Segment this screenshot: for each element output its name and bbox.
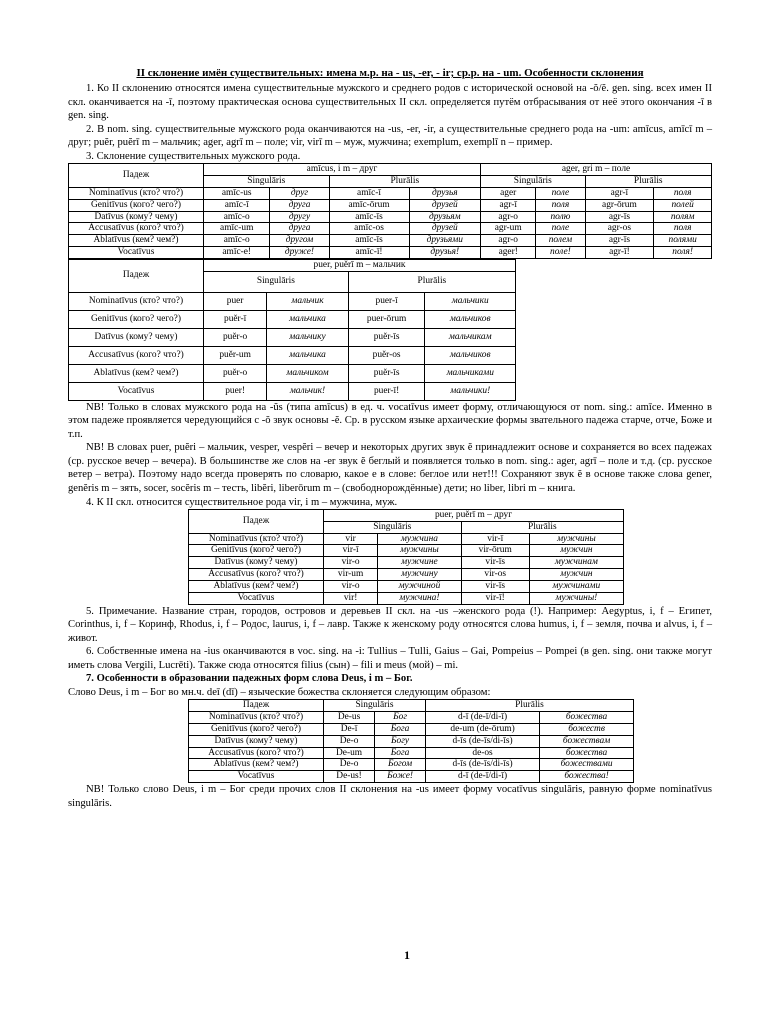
header-singular: Singulāris bbox=[324, 521, 462, 533]
form-cell: De-us! bbox=[324, 771, 375, 783]
translation-cell: поля! bbox=[654, 247, 712, 259]
table-row bbox=[189, 569, 624, 581]
case-name-cell: Nominatīvus (кто? что?) bbox=[189, 712, 324, 724]
form-cell: puer-ōrum bbox=[348, 310, 425, 328]
translation-cell: божествами bbox=[540, 759, 634, 771]
translation-cell: Богу bbox=[375, 735, 426, 747]
translation-cell: Боже! bbox=[375, 771, 426, 783]
table-deus bbox=[188, 699, 634, 783]
case-name-cell: Nominatīvus (кто? что?) bbox=[69, 187, 204, 199]
translation-cell: полям bbox=[654, 211, 712, 223]
paragraph-1: 1. Ко II склонению относятся имена существительные мужского и среднего родов с исторической основой на -ŏ/ĕ. gen. sing. всех имен II скл. оканчивается на -ī, поэтому практическая основа существительных II скл. определяется путём отбрасывания от неё этого окончания -ī в gen. sing. bbox=[68, 83, 712, 122]
page-title: II склонение имён существительных: имена м.р. на - us, -er, - ir; ср.р. на - um. Особенности склонения bbox=[136, 67, 644, 79]
translation-cell: мальчика bbox=[267, 346, 349, 364]
page-number: 1 bbox=[404, 948, 410, 962]
form-cell: d-ī (de-ī/di-ī) bbox=[425, 712, 539, 724]
form-cell: agr-īs bbox=[585, 211, 654, 223]
form-cell: De-us bbox=[324, 712, 375, 724]
form-cell: puĕr-os bbox=[348, 346, 425, 364]
translation-cell: друга bbox=[270, 223, 329, 235]
form-cell: vir-ī bbox=[324, 545, 378, 557]
form-cell: agr-ī! bbox=[585, 247, 654, 259]
table-row bbox=[189, 580, 624, 592]
translation-cell: полю bbox=[536, 211, 585, 223]
form-cell: vir-ī! bbox=[461, 592, 529, 604]
translation-cell: друзья! bbox=[409, 247, 481, 259]
form-cell: agr-o bbox=[481, 235, 536, 247]
header-singular: Singulāris bbox=[481, 176, 585, 188]
table-vir bbox=[188, 509, 624, 605]
header-plural: Plurālis bbox=[348, 271, 515, 292]
paragraph-2: 2. В nom. sing. существительные мужского рода оканчиваются на -us, -er, -ir, а существительные среднего рода на -um: amīcus, amīcī m – друг; puĕr, puĕrī m – мальчик; ager, agrī m – поле; vir, virī m – муж, мужчина; exemplum, exemplī n – пример. bbox=[68, 123, 712, 149]
table-row bbox=[69, 199, 712, 211]
form-cell: vir-īs bbox=[461, 557, 529, 569]
case-name-cell: Datīvus (кому? чему) bbox=[189, 735, 324, 747]
form-cell: vir-o bbox=[324, 580, 378, 592]
case-name-cell: Genitīvus (кого? чего?) bbox=[189, 724, 324, 736]
header-singular: Singulāris bbox=[204, 176, 330, 188]
translation-cell: поле! bbox=[536, 247, 585, 259]
translation-cell: мужчине bbox=[378, 557, 461, 569]
translation-cell: друзей bbox=[409, 199, 481, 211]
translation-cell: друзей bbox=[409, 223, 481, 235]
case-name-cell: Accusatīvus (кого? что?) bbox=[189, 747, 324, 759]
translation-cell: мужчина! bbox=[378, 592, 461, 604]
case-name-cell: Accusatīvus (кого? что?) bbox=[69, 346, 204, 364]
table-row bbox=[189, 771, 634, 783]
translation-cell: друзьям bbox=[409, 211, 481, 223]
form-cell: amīc-um bbox=[204, 223, 270, 235]
header-plural: Plurālis bbox=[461, 521, 623, 533]
form-cell: vir-īs bbox=[461, 580, 529, 592]
paragraph-5: 5. Примечание. Название стран, городов, островов и деревьев II скл. на -us –женского рода (!). Например: Aegyptus, i, f – Египет, Corinthus, i, f – Коринф, Rhodus, i, f – Родос, laurus, i, f – лавр. Также к женскому роду относятся слова humus, i, f – земля, почва и alvus, i, f – живот. bbox=[68, 605, 712, 644]
translation-cell: полями bbox=[654, 235, 712, 247]
table-row bbox=[69, 346, 516, 364]
case-name-cell: Ablatīvus (кем? чем?) bbox=[69, 235, 204, 247]
table-body bbox=[69, 187, 712, 258]
form-cell: puer-ī bbox=[348, 292, 425, 310]
form-cell: agr-ī bbox=[585, 187, 654, 199]
form-cell: agr-ī bbox=[481, 199, 536, 211]
form-cell: ager! bbox=[481, 247, 536, 259]
translation-cell: Бога bbox=[375, 724, 426, 736]
paragraph-3: 3. Склонение существительных мужского рода. bbox=[86, 150, 301, 162]
translation-cell: мальчиком bbox=[267, 364, 349, 382]
translation-cell: мальчикам bbox=[425, 328, 516, 346]
translation-cell: мальчики! bbox=[425, 382, 516, 400]
form-cell: vir-os bbox=[461, 569, 529, 581]
form-cell: de-os bbox=[425, 747, 539, 759]
form-cell: amīc-īs bbox=[329, 235, 409, 247]
translation-cell: мальчик bbox=[267, 292, 349, 310]
form-cell: puĕr-o bbox=[204, 364, 267, 382]
translation-cell: Богом bbox=[375, 759, 426, 771]
table-row bbox=[189, 592, 624, 604]
form-cell: d-ī (de-ī/di-ī) bbox=[425, 771, 539, 783]
header-singular: Singulāris bbox=[204, 271, 349, 292]
form-cell: d-īs (de-īs/di-īs) bbox=[425, 759, 539, 771]
header-case: Падеж bbox=[69, 259, 204, 292]
table-puer bbox=[68, 259, 516, 401]
translation-cell: мальчиков bbox=[425, 310, 516, 328]
header-word-ager: ager, gri m – поле bbox=[481, 164, 712, 176]
translation-cell: божества bbox=[540, 712, 634, 724]
translation-cell: мужчины bbox=[378, 545, 461, 557]
header-word-vir: puer, puĕrī m – друг bbox=[324, 510, 624, 522]
case-name-cell: Vocatīvus bbox=[189, 771, 324, 783]
translation-cell: божества! bbox=[540, 771, 634, 783]
table-row bbox=[69, 223, 712, 235]
form-cell: agr-um bbox=[481, 223, 536, 235]
form-cell: De-um bbox=[324, 747, 375, 759]
nota-bene-1: NB! Только в словах мужского рода на -ŭs (типа amīcus) в ед. ч. vocatīvus имеет форму, отличающуюся от nom. sing.: amīce. Именно в этом падеже проявляется чередующийся с -ŏ звук основы -ĕ. Ср. в русском языке архаические формы звательного падежа старче, отче, Боже и т.п. bbox=[68, 401, 712, 440]
form-cell: amīc-ōrum bbox=[329, 199, 409, 211]
form-cell: vir! bbox=[324, 592, 378, 604]
form-cell: agr-ōrum bbox=[585, 199, 654, 211]
translation-cell: мальчиков bbox=[425, 346, 516, 364]
paragraph-8: Слово Deus, i m – Бог во мн.ч. deī (dī) – языческие божества склоняется следующим образом: bbox=[68, 686, 491, 698]
header-word-amicus: amīcus, i m – друг bbox=[204, 164, 481, 176]
table-amicus-ager bbox=[68, 163, 712, 259]
form-cell: ager bbox=[481, 187, 536, 199]
form-cell: puĕr-īs bbox=[348, 328, 425, 346]
translation-cell: поле bbox=[536, 223, 585, 235]
translation-cell: мужчинами bbox=[529, 580, 623, 592]
form-cell: vir-ī bbox=[461, 533, 529, 545]
case-name-cell: Genitīvus (кого? чего?) bbox=[69, 199, 204, 211]
translation-cell: друг bbox=[270, 187, 329, 199]
case-name-cell: Vocatīvus bbox=[189, 592, 324, 604]
case-name-cell: Accusatīvus (кого? что?) bbox=[69, 223, 204, 235]
case-name-cell: Datīvus (кому? чему) bbox=[69, 328, 204, 346]
case-name-cell: Ablatīvus (кем? чем?) bbox=[69, 364, 204, 382]
translation-cell: мужчины bbox=[529, 533, 623, 545]
form-cell: amīc-ī! bbox=[329, 247, 409, 259]
form-cell: amīc-os bbox=[329, 223, 409, 235]
form-cell: amīc-o bbox=[204, 235, 270, 247]
case-name-cell: Ablatīvus (кем? чем?) bbox=[189, 759, 324, 771]
paragraph-4: 4. К II скл. относится существительное рода vir, i m – мужчина, муж. bbox=[86, 496, 398, 508]
case-name-cell: Genitīvus (кого? чего?) bbox=[69, 310, 204, 328]
translation-cell: другу bbox=[270, 211, 329, 223]
form-cell: De-ī bbox=[324, 724, 375, 736]
case-name-cell: Nominatīvus (кто? что?) bbox=[189, 533, 324, 545]
paragraph-7: 7. Особенности в образовании падежных форм слова Deus, i m – Бог. bbox=[86, 673, 413, 685]
translation-cell: Бога bbox=[375, 747, 426, 759]
table-body bbox=[69, 292, 516, 400]
case-name-cell: Genitīvus (кого? чего?) bbox=[189, 545, 324, 557]
form-cell: puĕr-ī bbox=[204, 310, 267, 328]
form-cell: amīc-o bbox=[204, 211, 270, 223]
paragraph-6: 6. Собственные имена на -ius оканчиваются в voc. sing. на -i: Tullius – Tulli, Gaius – Gai, Pompeius – Pompei (в gen. sing. они также могут иметь слова Vergili, Lucrēti). Также сюда относятся filius (сын) – fili и meus (мой) – mi. bbox=[68, 646, 712, 671]
table-row bbox=[69, 364, 516, 382]
table-row bbox=[69, 328, 516, 346]
form-cell: puer-ī! bbox=[348, 382, 425, 400]
form-cell: puĕr-o bbox=[204, 328, 267, 346]
form-cell: agr-o bbox=[481, 211, 536, 223]
translation-cell: мужчинам bbox=[529, 557, 623, 569]
table-row bbox=[189, 724, 634, 736]
form-cell: amīc-ī bbox=[204, 199, 270, 211]
table-body bbox=[189, 533, 624, 604]
translation-cell: поля bbox=[654, 187, 712, 199]
translation-cell: мальчики bbox=[425, 292, 516, 310]
translation-cell: мальчика bbox=[267, 310, 349, 328]
form-cell: de-um (de-ōrum) bbox=[425, 724, 539, 736]
case-name-cell: Datīvus (кому? чему) bbox=[189, 557, 324, 569]
header-singular: Singulāris bbox=[324, 700, 426, 712]
table-row bbox=[69, 247, 712, 259]
header-case: Падеж bbox=[69, 164, 204, 188]
translation-cell: друзьями bbox=[409, 235, 481, 247]
header-case: Падеж bbox=[189, 510, 324, 534]
nota-bene-2: NB! В словах puer, puĕri – мальчик, vesper, vespĕri – вечер и некоторых других звук ĕ принадлежит основе и сохраняется во всех падежах (ср. русское вечер – вечера). В большинстве же слов на -er звук ĕ беглый и появляется только в nom. sing.: ager, agrī – поле и т.д. (ср. русское ветер – ветра). Поэтому надо всегда проверять по словарю, какое е в слове: беглое или нет!!! Сохраняют звук ĕ в основе также слова gener, genĕris m – зять, socer, socĕris m – тесть, libĕri, liberōrum m – (свободнорождённые) дети; но liber, libri m – книга. bbox=[68, 442, 712, 494]
table-row bbox=[69, 235, 712, 247]
translation-cell: мужчину bbox=[378, 569, 461, 581]
translation-cell: божеств bbox=[540, 724, 634, 736]
case-name-cell: Nominatīvus (кто? что?) bbox=[69, 292, 204, 310]
form-cell: amīc-e! bbox=[204, 247, 270, 259]
table-row bbox=[189, 557, 624, 569]
translation-cell: другом bbox=[270, 235, 329, 247]
table-row bbox=[189, 545, 624, 557]
nota-bene-3: NB! Только слово Deus, i m – Бог среди прочих слов II склонения на -us имеет форму vocatīvus singulāris, равную форме nominatīvus singulāris. bbox=[68, 784, 712, 809]
translation-cell: друже! bbox=[270, 247, 329, 259]
table-row bbox=[189, 759, 634, 771]
translation-cell: Бог bbox=[375, 712, 426, 724]
form-cell: vir-um bbox=[324, 569, 378, 581]
form-cell: d-īs (de-īs/di-īs) bbox=[425, 735, 539, 747]
header-case: Падеж bbox=[189, 700, 324, 712]
translation-cell: божествам bbox=[540, 735, 634, 747]
case-name-cell: Accusatīvus (кого? что?) bbox=[189, 569, 324, 581]
form-cell: vir-ōrum bbox=[461, 545, 529, 557]
table-row bbox=[69, 382, 516, 400]
header-plural: Plurālis bbox=[425, 700, 633, 712]
translation-cell: поля bbox=[654, 223, 712, 235]
header-plural: Plurālis bbox=[585, 176, 712, 188]
form-cell: amīc-īs bbox=[329, 211, 409, 223]
table-row bbox=[189, 533, 624, 545]
translation-cell: мальчиками bbox=[425, 364, 516, 382]
form-cell: amīc-ī bbox=[329, 187, 409, 199]
form-cell: puĕr-īs bbox=[348, 364, 425, 382]
table-row bbox=[189, 747, 634, 759]
form-cell: vir-o bbox=[324, 557, 378, 569]
table-row bbox=[189, 735, 634, 747]
form-cell: puer! bbox=[204, 382, 267, 400]
header-plural: Plurālis bbox=[329, 176, 481, 188]
form-cell: De-o bbox=[324, 735, 375, 747]
case-name-cell: Vocatīvus bbox=[69, 382, 204, 400]
form-cell: amīc-us bbox=[204, 187, 270, 199]
translation-cell: мужчины! bbox=[529, 592, 623, 604]
translation-cell: мальчик! bbox=[267, 382, 349, 400]
form-cell: vir bbox=[324, 533, 378, 545]
case-name-cell: Vocatīvus bbox=[69, 247, 204, 259]
header-word-puer: puer, puĕrī m – мальчик bbox=[204, 259, 516, 271]
table-row bbox=[69, 187, 712, 199]
table-row bbox=[69, 211, 712, 223]
document-page bbox=[68, 66, 712, 810]
translation-cell: мужчин bbox=[529, 569, 623, 581]
table-row bbox=[69, 292, 516, 310]
table-row bbox=[69, 310, 516, 328]
case-name-cell: Datīvus (кому? чему) bbox=[69, 211, 204, 223]
translation-cell: поле bbox=[536, 187, 585, 199]
translation-cell: друга bbox=[270, 199, 329, 211]
form-cell: agr-īs bbox=[585, 235, 654, 247]
translation-cell: поля bbox=[536, 199, 585, 211]
case-name-cell: Ablatīvus (кем? чем?) bbox=[189, 580, 324, 592]
table-body bbox=[189, 712, 634, 783]
translation-cell: полей bbox=[654, 199, 712, 211]
translation-cell: мужчин bbox=[529, 545, 623, 557]
form-cell: puer bbox=[204, 292, 267, 310]
form-cell: De-o bbox=[324, 759, 375, 771]
table-row bbox=[189, 712, 634, 724]
translation-cell: друзья bbox=[409, 187, 481, 199]
translation-cell: мальчику bbox=[267, 328, 349, 346]
form-cell: puĕr-um bbox=[204, 346, 267, 364]
translation-cell: полем bbox=[536, 235, 585, 247]
form-cell: agr-os bbox=[585, 223, 654, 235]
translation-cell: божества bbox=[540, 747, 634, 759]
translation-cell: мужчиной bbox=[378, 580, 461, 592]
translation-cell: мужчина bbox=[378, 533, 461, 545]
